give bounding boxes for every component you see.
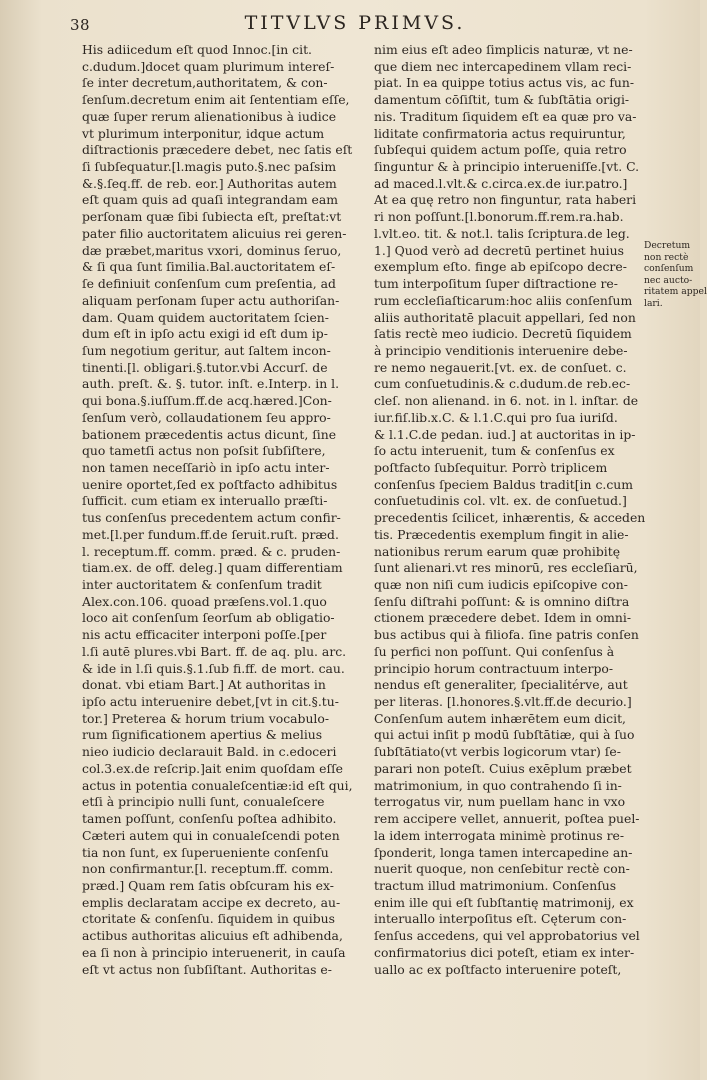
text-line: nis. Traditum ſiquidem eſt ea quæ pro va- <box>374 108 637 124</box>
text-line: donat. vbi etiam Bart.] At authoritas in <box>82 677 326 693</box>
text-line: ſi ſubſequatur.[l.magis puto.§.nec paſsim <box>82 159 337 175</box>
text-line: per literas. [l.honores.§.vlt.ff.de decurio.] <box>374 694 632 710</box>
text-line: met.[l.per fundum.ff.de ſeruit.ruſt. præd. <box>82 526 339 542</box>
text-line: dæ præbet,maritus vxori, dominus ſeruo, <box>82 242 342 258</box>
text-line: His adiicedum eſt quod Innoc.[in cit. <box>82 42 312 57</box>
text-line: diſtractionis præcedere debet, nec ſatis eſt <box>82 142 353 158</box>
text-line: ſubſtātiato(vt verbis logicorum vtar) ſe- <box>374 744 621 760</box>
text-line: uallo ac ex poſtfacto interuenire poteſt, <box>374 961 622 977</box>
text-line: poſtfacto ſubſequitur. Porrò triplicem <box>374 459 608 475</box>
text-line: ctoritate & conſenſu. ſiquidem in quibus <box>82 911 335 927</box>
text-line: cum conſuetudinis.& c.dudum.de reb.ec- <box>374 376 631 392</box>
text-line: tum interpoſitum ſuper diſtractione re- <box>374 276 618 292</box>
text-line: liditate confirmatoria actus requiruntur, <box>374 125 626 141</box>
text-line: ſenſum verò, collaudationem ſeu appro- <box>82 409 331 425</box>
text-line: parari non poteſt. Cuius exēplum præbet <box>374 760 632 776</box>
right-text-column <box>374 42 650 978</box>
text-line: ſu perfici non poſſunt. Qui conſenſus à <box>374 643 615 659</box>
text-line: At ea quę retro non finguntur, rata haberi <box>374 192 637 208</box>
text-line: tamen poſſunt, conſenſu poſtea adhibito. <box>82 811 337 827</box>
text-line: tractum illud matrimonium. Conſenſus <box>374 877 617 893</box>
text-line: ſubſequi quidem actum poſſe, quia retro <box>374 142 627 158</box>
text-line: tinenti.[l. obligari.§.tutor.vbi Accurſ. de <box>82 359 328 375</box>
text-line: ſe definiuit conſenſum cum preſentia, ad <box>82 276 336 292</box>
text-line: non tamen neceſſariò in ipſo actu inter- <box>82 459 330 475</box>
text-line: ctionem præcedere debet. Idem in omni- <box>374 610 632 626</box>
text-line: piat. In ea quippe totius actus vis, ac fun- <box>374 75 635 91</box>
text-line: ſenſu diſtrahi poſſunt: & is omnino diſtra <box>374 593 630 609</box>
text-line: dum eſt in ipſo actu exigi id eſt dum ip- <box>82 326 328 342</box>
text-line: damentum cōſiſtit, tum & ſubſtātia origi- <box>374 92 630 108</box>
text-line: ritatem appel <box>644 286 707 297</box>
text-line: ea ſi non à principio interuenerit, in cauſa <box>82 944 346 960</box>
text-line: actus in potentia conualeſcentiæ:id eſt qui, <box>82 777 353 793</box>
text-line: etſi à principio nulli ſunt, conualeſcere <box>82 794 325 810</box>
text-line: loco ait conſenſum ſeorſum ab obligatio- <box>82 610 335 626</box>
text-line: ſo actu interuenit, tum & conſenſus ex <box>374 443 615 459</box>
text-line: Cæteri autem qui in conualeſcendi poten <box>82 827 340 843</box>
text-line: nis actu efficaciter interponi poſſe.[per <box>82 627 327 643</box>
text-line: bationem præcedentis actus dicunt, ſine <box>82 426 337 442</box>
text-line: rum eccleſiaſticarum:hoc aliis conſenſum <box>374 292 633 308</box>
text-line: nendus eſt generaliter, ſpecialitérve, aut <box>374 677 628 693</box>
text-line: re nemo negauerit.[vt. ex. de conſuet. c. <box>374 359 627 375</box>
text-line: interuallo interpoſitus eſt. Cęterum con- <box>374 911 627 927</box>
text-line: auth. preſt. &. §. tutor. inſt. e.Interp. in l. <box>82 376 340 392</box>
text-line: uenire oportet,ſed ex poſtfacto adhibitus <box>82 476 338 492</box>
text-line: bus actibus qui à filiofa. ſine patris conſen <box>374 627 639 643</box>
text-line: præd.] Quam rem ſatis obſcuram his ex- <box>82 877 334 893</box>
text-line: nec aucto- <box>644 274 693 286</box>
running-head: TITVLVS PRIMVS. <box>244 12 466 34</box>
text-line: tus conſenſus precedentem actum confir- <box>82 510 341 526</box>
text-line: à principio venditionis interuenire debe- <box>374 342 628 358</box>
text-line: ſum negotium geritur, aut ſaltem incon- <box>82 342 331 358</box>
text-line: quo tametſi actus non poſsit ſubſiſtere, <box>82 443 326 459</box>
text-line: ſatis rectè meo iudicio. Decretū ſiquidem <box>374 326 632 342</box>
text-line: quæ ſuper rerum alienationibus à iudice <box>82 108 337 124</box>
text-line: tia non ſunt, ex ſuperueniente conſenſu <box>82 844 329 860</box>
text-line: Alex.con.106. quoad præſens.vol.1.quo <box>82 593 327 609</box>
margin-note <box>644 240 707 309</box>
text-line: & l.1.C.de pedan. iud.] at auctoritas in ip- <box>374 426 636 442</box>
text-line: conſuetudinis col. vlt. ex. de conſuetud.] <box>374 493 627 509</box>
text-line: 1.] Quod verò ad decretū pertinet huius <box>374 242 624 258</box>
text-line: ſufficit. cum etiam ex interuallo præſti- <box>82 493 328 509</box>
text-line: pater filio auctoritatem alicuius rei geren- <box>82 225 347 241</box>
text-line: enim ille qui eſt ſubſtantię matrimonij, ex <box>374 894 634 910</box>
text-line: vt plurimum interponitur, idque actum <box>82 125 325 141</box>
text-line: que diem nec intercapedinem vllam reci- <box>374 58 632 74</box>
text-line: l.ſi autē plures.vbi Bart. ff. de aq. plu. arc. <box>82 643 347 659</box>
text-line: ſponderit, longa tamen intercapedine an- <box>374 844 633 860</box>
text-line: tor.] Preterea & horum trium vocabulo- <box>82 710 330 726</box>
text-line: terrogatus vir, num puellam hanc in vxo <box>374 794 626 810</box>
text-line: emplis declaratam accipe ex decreto, au- <box>82 894 341 910</box>
text-line: non confirmantur.[l. receptum.ff. comm. <box>82 861 334 877</box>
text-line: tiam.ex. de off. deleg.] quam differentiam <box>82 560 343 576</box>
text-line: & ide in l.ſi quis.§.1.ſub fi.ff. de mort. cau. <box>82 660 345 676</box>
text-line: ipſo actu interuenire debet,[vt in cit.§.tu- <box>82 694 339 710</box>
text-line: perſonam quæ ſibi ſubiecta eſt, preſtat:vt <box>82 209 342 225</box>
text-line: Conſenſum autem inhærētem eum dicit, <box>374 710 626 726</box>
text-line: aliquam perſonam ſuper actu authoriſan- <box>82 292 340 308</box>
text-line: lari. <box>644 297 663 309</box>
text-line: col.3.ex.de reſcrip.]ait enim quoſdam eſſe <box>82 760 343 776</box>
text-line: ſunt alienari.vt res minorū, res eccleſiarū, <box>374 560 638 576</box>
text-line: cleſ. non alienand. in 6. not. in l. inſtar. de <box>374 393 639 409</box>
page-number: 38 <box>70 16 91 34</box>
text-line: l. receptum.ff. comm. præd. & c. pruden- <box>82 543 341 559</box>
text-line: non rectè <box>644 251 689 263</box>
text-line: ad maced.l.vlt.& c.circa.ex.de iur.patro.] <box>374 175 628 191</box>
text-line: confirmatorius dici poteſt, etiam ex inter- <box>374 944 635 960</box>
text-line: conſenſus ſpeciem Baldus tradit[in c.cum <box>374 476 634 492</box>
text-line: ri non poſſunt.[l.bonorum.ff.rem.ra.hab. <box>374 209 624 225</box>
text-line: la idem interrogata minimè protinus re- <box>374 827 625 843</box>
text-line: quæ non niſi cum iudicis epiſcopive con- <box>374 577 628 592</box>
text-line: principio horum contractuum interpo- <box>374 660 614 676</box>
text-line: exemplum eſto. finge ab epiſcopo decre- <box>374 259 627 275</box>
left-text-column <box>82 42 358 978</box>
text-line: matrimonium, in quo contrahendo ſi in- <box>374 777 622 793</box>
text-line: tis. Præcedentis exemplum fingit in alie- <box>374 526 629 542</box>
text-line: nationibus rerum earum quæ prohibitę <box>374 543 621 559</box>
text-line: ſinguntur & à principio interueniſſe.[vt. C. <box>374 159 640 175</box>
text-line: eſt vt actus non ſubſiſtant. Authoritas e- <box>82 961 332 977</box>
text-line: Decretum <box>644 240 691 251</box>
text-line: l.vlt.eo. tit. & not.l. talis ſcriptura.de leg. <box>374 225 630 241</box>
text-line: qui bona.§.iuſſum.ff.de acq.hæred.]Con- <box>82 393 332 409</box>
text-line: inter auctoritatem & conſenſum tradit <box>82 577 322 592</box>
text-line: qui actui inſit p modū ſubſtātiæ, qui à ſuo <box>374 727 635 743</box>
text-line: conſenſum <box>644 263 694 274</box>
text-line: & ſi qua ſunt ſimilia.Bal.auctoritatem eſ- <box>82 259 336 275</box>
text-line: ſenſum.decretum enim ait ſententiam eſſe, <box>82 92 350 108</box>
text-line: actibus authoritas alicuius eſt adhibenda, <box>82 928 343 944</box>
text-line: nieo iudicio declarauit Bald. in c.edoceri <box>82 744 337 760</box>
text-line: iur.fiſ.lib.x.C. & l.1.C.qui pro ſua iuriſd. <box>374 409 618 425</box>
text-line: ſe inter decretum,authoritatem, & con- <box>82 75 328 91</box>
text-line: c.dudum.]docet quam plurimum intereſ- <box>82 58 335 74</box>
text-line: eſt quam quis ad quaſi integrandam eam <box>82 192 338 208</box>
text-line: dam. Quam quidem auctoritatem ſcien- <box>82 309 329 325</box>
text-line: nuerit quoque, non cenſebitur rectè con- <box>374 861 630 877</box>
text-line: precedentis ſcilicet, inhærentis, & acceden <box>374 510 646 526</box>
text-line: nim eius eſt adeo ſimplicis naturæ, vt ne- <box>374 42 633 57</box>
text-line: rem accipere vellet, annuerit, poſtea puel- <box>374 811 640 827</box>
text-line: &.§.ſeq.ff. de reb. eor.] Authoritas autem <box>82 175 337 191</box>
text-line: aliis authoritatē placuit appellari, ſed non <box>374 309 636 325</box>
text-line: ſenſus accedens, qui vel approbatorius vel <box>374 928 640 944</box>
text-line: rum ſignificationem apertius & melius <box>82 727 323 743</box>
